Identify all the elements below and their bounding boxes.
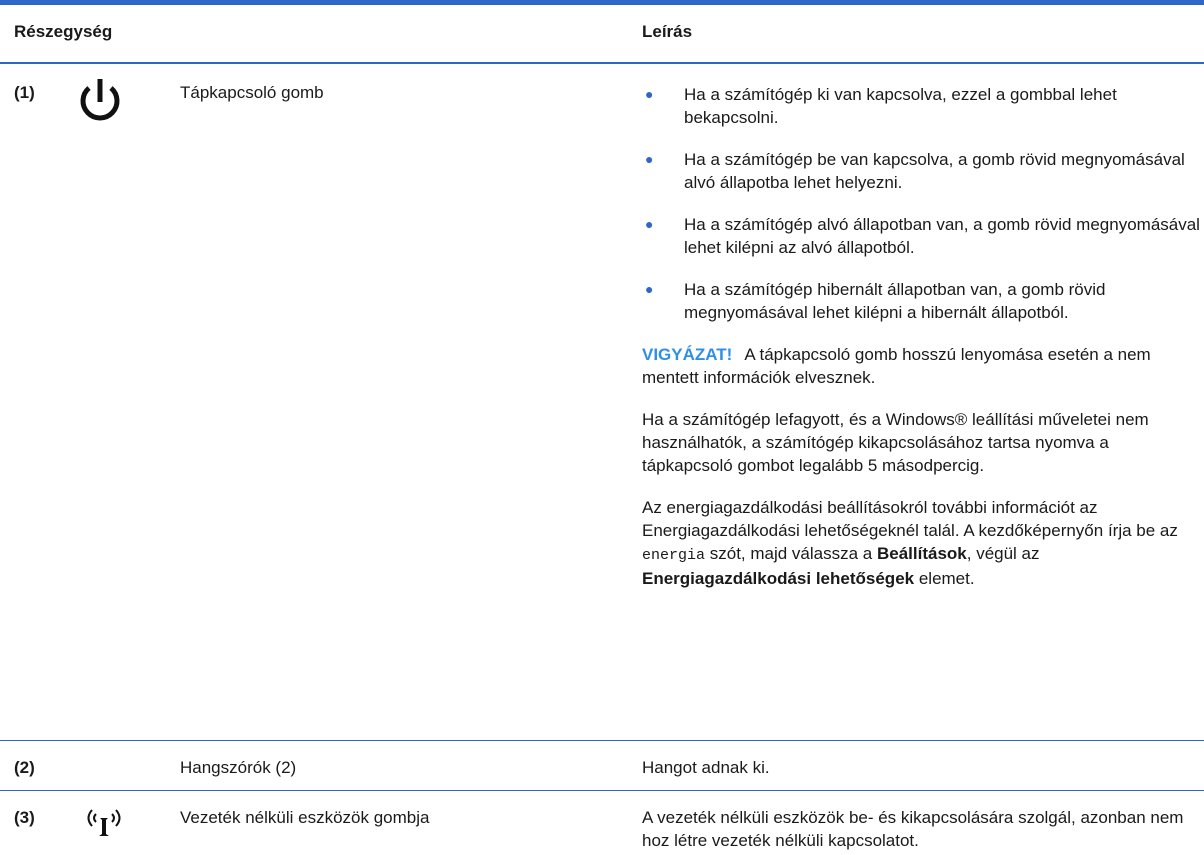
- row-2-number: (2): [14, 758, 35, 777]
- bullet-item: [642, 278, 1202, 324]
- row-3-number: (3): [14, 808, 35, 827]
- power-settings-paragraph: Az energiagazdálkodási beállításokról további információt az Energiagazdálkodási lehetőségeknél talál. A kezdőképernyőn írja be az energia szót, majd válassza a Beállítások, végül az Energiagazdálkodási lehetőségek elemet.: [642, 498, 1178, 588]
- bullet-icon: ●: [645, 216, 654, 232]
- power-icon: [74, 76, 126, 133]
- bullet-item: [642, 213, 1202, 259]
- row-2-description: Hangot adnak ki.: [642, 758, 770, 777]
- row-divider: [0, 790, 1204, 791]
- row-1-number: (1): [14, 83, 35, 102]
- power-options-term: Energiagazdálkodási lehetőségek: [642, 569, 915, 588]
- bullet-icon: ●: [645, 281, 654, 297]
- bullet-icon: ●: [645, 151, 654, 167]
- frozen-paragraph: Ha a számítógép lefagyott, és a Windows® leállítási műveletei nem használhatók, a számítógép kikapcsolásához tartsa nyomva a tápkapcsoló gombot legalább 5 másodpercig.: [642, 410, 1149, 475]
- row-divider: [0, 740, 1204, 741]
- row-3-name: Vezeték nélküli eszközök gombja: [180, 808, 430, 827]
- row-2-name: Hangszórók (2): [180, 758, 297, 777]
- table-top-border: [0, 0, 1204, 5]
- caution-text: A tápkapcsoló gomb hosszú lenyomása esetén a nem mentett információk elvesznek.: [642, 345, 1151, 387]
- bullet-item: [642, 83, 1202, 129]
- row-3-description: A vezeték nélküli eszközök be- és kikapcsolására szolgál, azonban nem hoz létre vezeték nélküli kapcsolatot.: [642, 808, 1184, 850]
- caution-label: VIGYÁZAT!: [642, 345, 733, 364]
- row-1-description: [642, 83, 1202, 609]
- settings-term: Beállítások: [876, 544, 967, 563]
- header-component: Részegység: [14, 22, 113, 41]
- bullet-icon: ●: [645, 86, 654, 102]
- row-1-name: Tápkapcsoló gomb: [180, 83, 324, 102]
- wireless-icon: [82, 806, 126, 845]
- bullet-text: Ha a számítógép hibernált állapotban van, a gomb rövid megnyomásával lehet kilépni a hibernált állapotból.: [684, 280, 1106, 322]
- header-divider: [0, 62, 1204, 64]
- code-term: energia: [642, 547, 706, 564]
- bullet-text: Ha a számítógép ki van kapcsolva, ezzel a gombbal lehet bekapcsolni.: [684, 85, 1117, 127]
- bullet-text: Ha a számítógép alvó állapotban van, a gomb rövid megnyomásával lehet kilépni az alvó állapotból.: [684, 215, 1200, 257]
- bullet-item: [642, 148, 1202, 194]
- bullet-text: Ha a számítógép be van kapcsolva, a gomb rövid megnyomásával alvó állapotba lehet helyezni.: [684, 150, 1185, 192]
- header-description: Leírás: [642, 22, 693, 41]
- caution-note: [642, 343, 1202, 389]
